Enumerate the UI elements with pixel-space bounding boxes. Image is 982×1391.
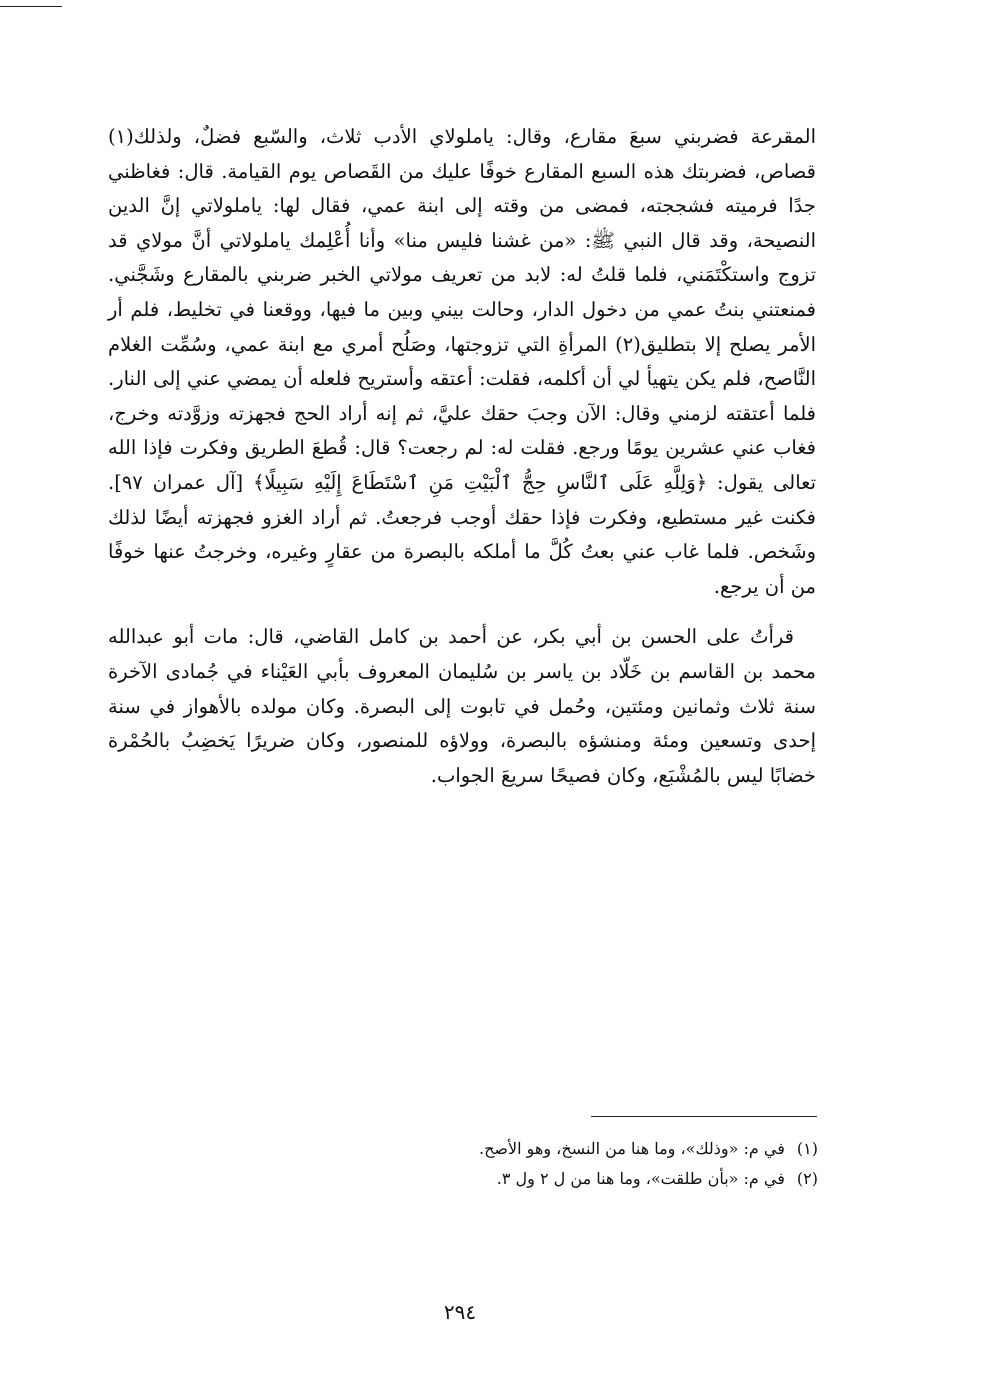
paragraph-1: المقرعة فضربني سبعَ مقارع، وقال: ياملولاي الأدب ثلاث، والسّبع فضلٌ، ولذلك(١) قصاص، فضربتك هذه السبع المقارع خوفًا عليك من القَصاص يوم القيامة. قال: فغاظني جدًا فرميته فشججته، فمضى من وقته إلى ابنة عمي، فقال لها: ياملولاتي إنَّ الدين النصيحة، وقد قال النبي ﷺ: «من غشنا فليس منا» وأنا أُعْلِمك ياملولاتي أنَّ مولاي قد تزوج واستكْتَمَني، فلما قلتُ له: لابد من تعريف مولاتي الخبر ضربني بالمقارع وشَجَّني. فمنعتني بنتُ عمي من دخول الدار، وحالت بيني وبين ما فيها، ووقعنا في تخليط، فلم أر الأمر يصلح إلا بتطليق(٢) المرأةِ التي تزوجتها، وصَلُح أمري مع ابنة عمي، وسُمِّت الغلام النَّاصح، فلم يكن يتهيأ لي أن أكلمه، فقلت: أعتقه وأستريح فلعله أن يمضي عني إلى النار. فلما أعتقته لزمني وقال: الآن وجبَ حقك عليَّ، ثم إنه أراد الحج فجهزته وزوَّدته وخرج، فغاب عني عشرين يومًا ورجع. فقلت له: لم رجعت؟ قال: قُطعَ الطريق وفكرت فإذا الله تعالى يقول: ﴿وَلِلَّهِ عَلَى ٱلنَّاسِ حِجُّ ٱلْبَيْتِ مَنِ ٱسْتَطَاعَ إِلَيْهِ سَبِيلًا﴾ [آل عمران ٩٧]. فكنت غير مستطيع، وفكرت فإذا حقك أوجب فرجعتُ. ثم أراد الغزو فجهزته أيضًا لذلك وشَخص. فلما غاب عني بعتُ كُلَّ ما أملكه بالبصرة من عقارٍ وغيره، وخرجتُ عنها خوفًا من أن يرجع. — [108, 125, 817, 598]
footnote-text: في م: «وذلك»، وما هنا من النسخ، وهو الأصح. — [479, 1139, 785, 1158]
main-text-block — [108, 120, 816, 793]
page-number: ٢٩٤ — [443, 1300, 477, 1324]
footnote-marker: (١) — [796, 1139, 818, 1158]
footnotes — [300, 1134, 818, 1194]
scan-corner-line — [0, 6, 62, 7]
footnote-1 — [300, 1134, 818, 1164]
footnote-2 — [300, 1164, 818, 1194]
paragraph-2: قرأتُ على الحسن بن أبي بكر، عن أحمد بن كامل القاضي، قال: مات أبو عبدالله محمد بن القاسم بن خَلّاد بن ياسر بن سُليمان المعروف بأبي العَيْناء في جُمادى الآخرة سنة ثلاث وثمانين ومئتين، وحُمل في تابوت إلى البصرة. وكان مولده بالأهواز في سنة إحدى وتسعين ومئة ومنشؤه بالبصرة، وولاؤه للمنصور، وكان ضريرًا يَخضِبُ بالحُمْرة خضابًا ليس بالمُشْبَع، وكان فصيحًا سريعَ الجواب. — [108, 625, 816, 787]
footnote-separator — [591, 1116, 817, 1117]
footnote-marker: (٢) — [796, 1169, 818, 1188]
footnote-text: في م: «بأن طلقت»، وما هنا من ل ٢ ول ٣. — [496, 1169, 785, 1188]
